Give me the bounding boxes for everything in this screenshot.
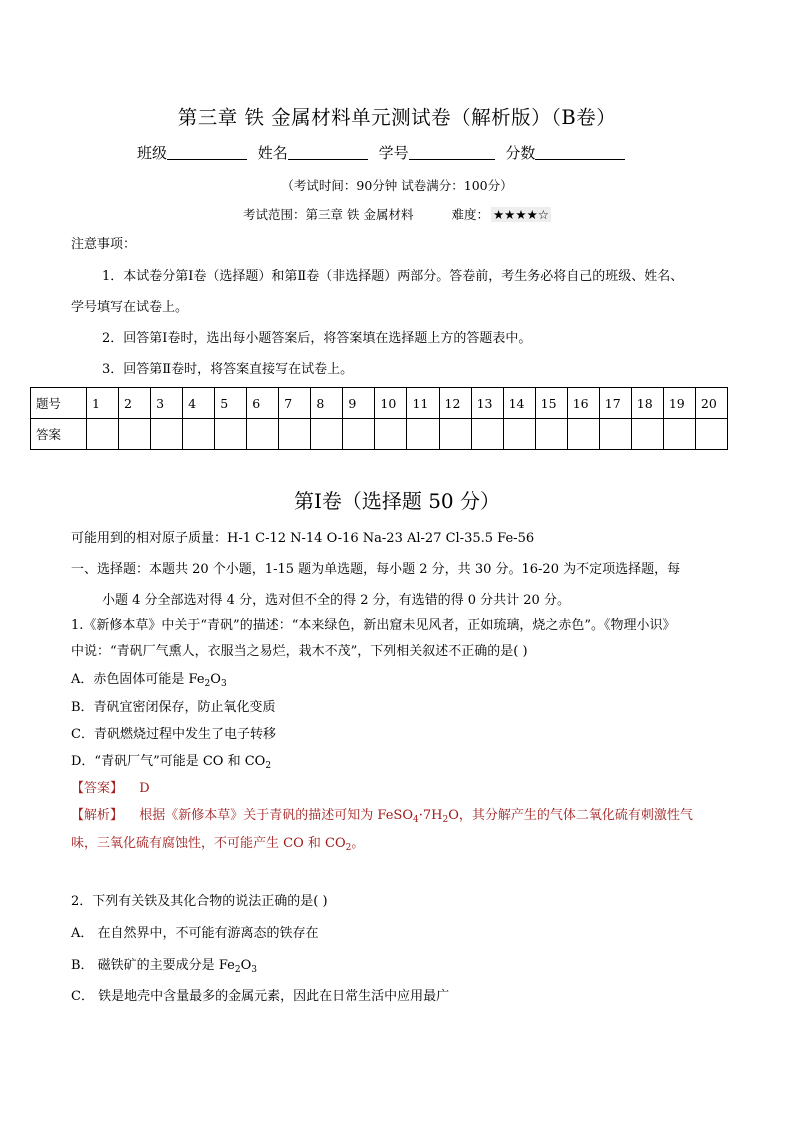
note-item-1-cont: 学号填写在试卷上。 [71,300,189,315]
difficulty-stars: ★★★★☆ [492,207,549,222]
answer-cell[interactable] [535,419,567,450]
exam-time-info: （考试时间：90分钟 试卷满分：100分） [281,178,513,193]
answer-cell[interactable] [663,419,695,450]
analysis-text-line2: 味，三氧化硫有腐蚀性，不可能产生 CO 和 CO [71,836,346,851]
analysis-text-a: 根据《新修本草》关于青矾的描述可知为 FeSO [139,808,413,823]
answer-cell[interactable] [311,419,343,450]
answer-label: 【答案】 [71,781,124,796]
answer-value: D [139,781,150,796]
atomic-mass-line: 可能用到的相对原子质量：H-1 C-12 N-14 O-16 Na-23 Al-27 Cl-35.5 Fe-56 [71,531,535,546]
name-blank [288,145,368,160]
question-number-cell: 5 [215,388,247,419]
answer-cell[interactable] [151,419,183,450]
answer-cell[interactable] [631,419,663,450]
answer-grid [30,387,728,450]
question-number-cell: 1 [87,388,119,419]
answer-cell[interactable] [375,419,407,450]
question-number-cell: 8 [311,388,343,419]
question-number-cell: 4 [183,388,215,419]
score-blank [535,145,625,160]
question-number-cell: 6 [247,388,279,419]
answer-cell[interactable] [567,419,599,450]
q1-analysis-cont: 味，三氧化硫有腐蚀性，不可能产生 CO 和 $CO_2$。 [71,836,365,853]
question-number-cell: 20 [695,388,727,419]
answer-cell[interactable] [439,419,471,450]
q2-option-a: A． 在自然界中，不可能有游离态的铁存在 [71,926,319,941]
question-number-cell: 19 [663,388,695,419]
answer-cell[interactable] [695,419,727,450]
answer-row [31,419,728,450]
question-number-cell: 3 [151,388,183,419]
section-instructions: 一、选择题：本题共 20 个小题，1-15 题为单选题，每小题 2 分，共 30 分。16-20 为不定项选择题，每 [71,562,681,577]
q1-stem: 1.《新修本草》中关于“青矾”的描述：“本来绿色，新出窟未见风者，正如琉璃，烧之赤色”。《物理小识》 [71,618,676,633]
question-number-cell: 11 [407,388,439,419]
note-item-2: 2．回答第Ⅰ卷时，选出每小题答案后，将答案填在选择题上方的答题表中。 [102,331,532,346]
q1-option-d-text: D．“青矾厂气”可能是 CO 和 CO [71,754,266,769]
answer-cell[interactable] [471,419,503,450]
q2-option-b: B． 磁铁矿的主要成分是 $Fe_2O_3$ [71,958,257,975]
question-number-cell: 13 [471,388,503,419]
question-number-cell: 18 [631,388,663,419]
class-blank [167,145,247,160]
q1-stem-cont: 中说：“青矾厂气熏人，衣服当之易烂，栽木不茂”，下列相关叙述不正确的是( ) [71,644,528,659]
question-number-header: 题号 [31,388,87,419]
question-number-cell: 7 [279,388,311,419]
student-id-blank [409,145,495,160]
answer-cell[interactable] [87,419,119,450]
answer-cell[interactable] [119,419,151,450]
q2-option-c: C． 铁是地壳中含量最多的金属元素，因此在日常生活中应用最广 [71,989,450,1004]
q1-option-a: A．赤色固体可能是 $Fe_2O_3$ [71,672,227,689]
question-number-cell: 14 [503,388,535,419]
answer-cell[interactable] [599,419,631,450]
question-number-cell: 16 [567,388,599,419]
note-item-3: 3．回答第Ⅱ卷时，将答案直接写在试卷上。 [102,362,354,377]
part-one-title: 第Ⅰ卷（选择题 50 分） [293,489,501,513]
q1-option-b: B．青矾宜密闭保存，防止氧化变质 [71,700,276,715]
q1-option-c: C．青矾燃烧过程中发生了电子转移 [71,727,276,742]
answer-cell[interactable] [183,419,215,450]
answer-cell[interactable] [407,419,439,450]
question-number-cell: 12 [439,388,471,419]
student-info-line [137,142,631,163]
q1-option-d: D．“青矾厂气”可能是 CO 和 $CO_2$ [71,754,272,771]
analysis-text-c: O，其分解产生的气体二氧化硫有刺激性气 [448,808,693,823]
answer-row-header: 答案 [31,419,87,450]
answer-cell[interactable] [343,419,375,450]
note-item-1: 1．本试卷分第Ⅰ卷（选择题）和第Ⅱ卷（非选择题）两部分。答卷前，考生务必将自己的班级、姓名、 [102,269,684,284]
notes-title: 注意事项： [71,237,137,252]
q1-analysis: 【解析】 根据《新修本草》关于青矾的描述可知为 $FeSO_4\cdot 7H_2O$，其分解产生的气体二氧化硫有刺激性气 [71,808,693,825]
question-number-cell: 9 [343,388,375,419]
question-number-cell: 2 [119,388,151,419]
question-number-row [31,388,728,419]
question-number-cell: 10 [375,388,407,419]
difficulty-label: 难度： [451,207,489,222]
answer-cell[interactable] [503,419,535,450]
answer-cell[interactable] [247,419,279,450]
q2-option-b-text: B． 磁铁矿的主要成分是 Fe [71,958,235,973]
q2-stem: 2．下列有关铁及其化合物的说法正确的是( ) [71,894,328,909]
q1-option-a-text: A．赤色固体可能是 Fe [71,672,205,687]
class-label: 班级 [137,144,168,162]
answer-cell[interactable] [279,419,311,450]
analysis-text-b: ·7H [418,808,443,823]
analysis-label: 【解析】 [71,808,124,823]
name-label: 姓名 [257,144,288,162]
section-instructions-cont: 小题 4 分全部选对得 4 分，选对但不全的得 2 分，有选错的得 0 分共计 20 分。 [102,593,570,608]
page-title: 第三章 铁 金属材料单元测试卷（解析版）（B卷） [177,106,617,129]
score-label: 分数 [505,144,536,162]
exam-scope-line [0,205,794,223]
exam-scope: 考试范围：第三章 铁 金属材料 [243,207,414,222]
answer-cell[interactable] [215,419,247,450]
question-number-cell: 17 [599,388,631,419]
q1-answer [71,780,150,798]
student-id-label: 学号 [378,144,409,162]
question-number-cell: 15 [535,388,567,419]
